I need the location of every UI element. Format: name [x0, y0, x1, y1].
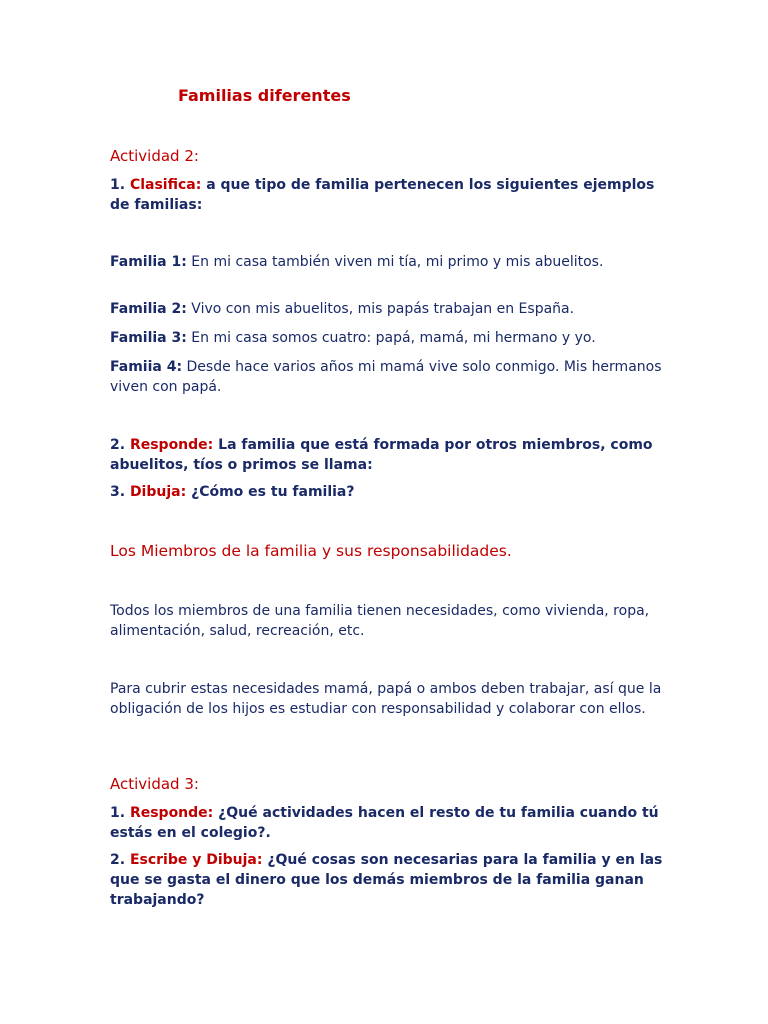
actividad-2-question-3 [110, 482, 670, 502]
question-number: 2. [110, 852, 126, 868]
question-number: 1. [110, 805, 126, 821]
question-text: ¿Qué cosas son necesarias para la familia y en las que se gasta el dinero que los demás miembros de la familia ganan trabajando? [110, 852, 663, 908]
familia-label: Familia 2: [110, 301, 187, 317]
question-text: a que tipo de familia pertenecen los siguientes ejemplos de familias: [110, 177, 655, 213]
section-heading: Los Miembros de la familia y sus responsabilidades. [110, 542, 512, 560]
question-number: 3. [110, 484, 126, 500]
question-text: ¿Qué actividades hacen el resto de tu familia cuando tú estás en el colegio?. [110, 805, 659, 841]
actividad-2-heading: Actividad 2: [110, 147, 199, 165]
familia-1 [110, 252, 670, 272]
question-keyword: Responde: [129, 805, 214, 821]
section-paragraph-2: Para cubrir estas necesidades mamá, papá o ambos deben trabajar, así que la obligación de los hijos es estudiar con responsabilidad y colaborar con ellos. [110, 681, 662, 717]
question-text: ¿Cómo es tu familia? [191, 484, 355, 500]
familia-text: En mi casa somos cuatro: papá, mamá, mi hermano y yo. [191, 330, 596, 346]
section-paragraph-1: Todos los miembros de una familia tienen necesidades, como vivienda, ropa, alimentación, salud, recreación, etc. [110, 603, 650, 639]
familia-text: Desde hace varios años mi mamá vive solo conmigo. Mis hermanos viven con papá. [110, 359, 662, 395]
actividad-3-heading: Actividad 3: [110, 775, 199, 793]
question-keyword: Clasifica: [129, 177, 202, 193]
familia-text: En mi casa también viven mi tía, mi primo y mis abuelitos. [191, 254, 604, 270]
question-number: 1. [110, 177, 126, 193]
question-text: La familia que está formada por otros miembros, como abuelitos, tíos o primos se llama: [110, 437, 653, 473]
familia-2 [110, 299, 670, 319]
actividad-2-question-2 [110, 435, 670, 475]
actividad-2-question-1 [110, 175, 670, 215]
familia-label: Famiia 4: [110, 359, 183, 375]
question-keyword: Responde: [129, 437, 214, 453]
question-keyword: Dibuja: [129, 484, 187, 500]
familia-label: Familia 3: [110, 330, 187, 346]
familia-label: Familia 1: [110, 254, 187, 270]
familia-4 [110, 357, 670, 397]
page-title: Familias diferentes [178, 86, 351, 105]
actividad-3-question-2 [110, 850, 670, 910]
actividad-3-question-1 [110, 803, 670, 843]
familia-text: Vivo con mis abuelitos, mis papás trabajan en España. [191, 301, 575, 317]
question-number: 2. [110, 437, 126, 453]
question-keyword: Escribe y Dibuja: [129, 852, 263, 868]
familia-3 [110, 328, 670, 348]
